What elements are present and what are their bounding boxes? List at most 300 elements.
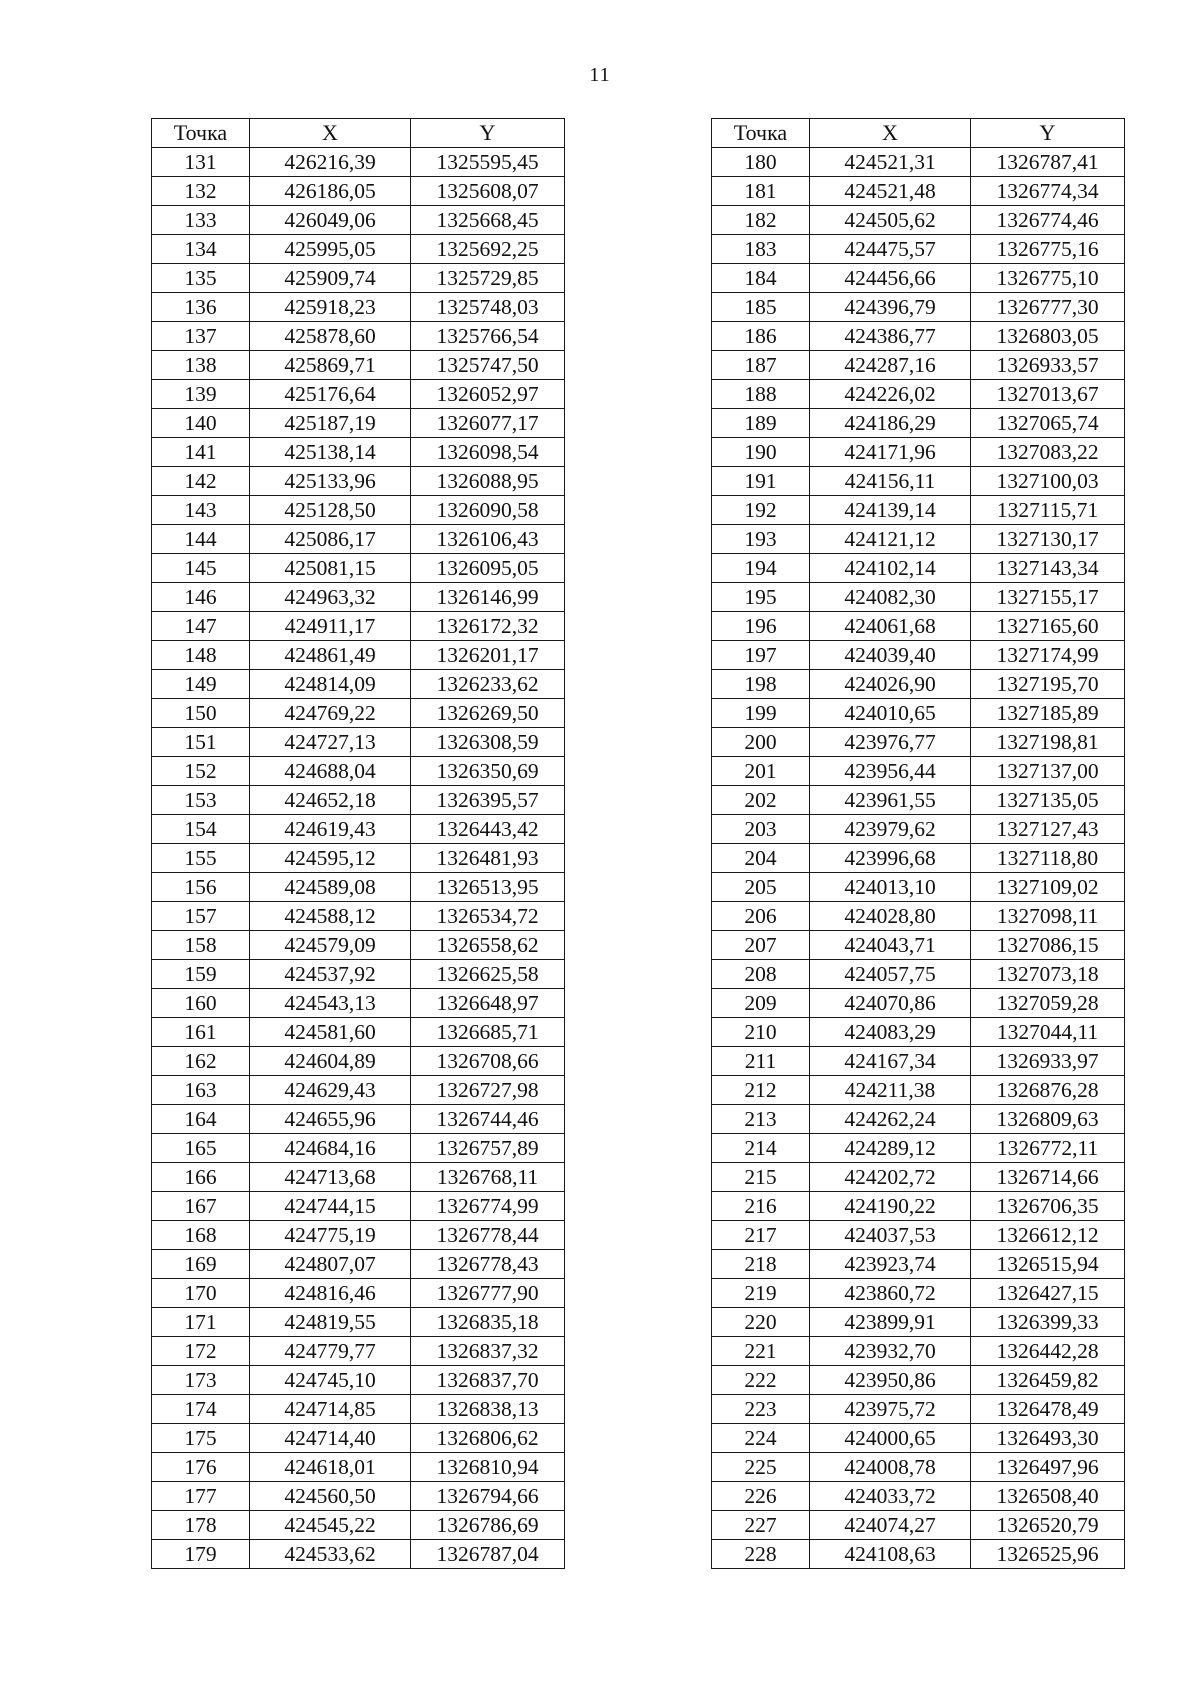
cell-y: 1327044,11	[971, 1018, 1125, 1047]
table-row	[712, 1511, 1125, 1540]
cell-x: 425128,50	[250, 496, 411, 525]
cell-x: 424655,96	[250, 1105, 411, 1134]
cell-x: 424043,71	[810, 931, 971, 960]
table-row	[712, 1018, 1125, 1047]
cell-point: 146	[152, 583, 250, 612]
cell-point: 145	[152, 554, 250, 583]
cell-y: 1326774,99	[411, 1192, 565, 1221]
cell-point: 154	[152, 815, 250, 844]
cell-x: 423932,70	[810, 1337, 971, 1366]
cell-y: 1326090,58	[411, 496, 565, 525]
cell-y: 1326525,96	[971, 1540, 1125, 1569]
header-point: Точка	[712, 119, 810, 148]
cell-y: 1326497,96	[971, 1453, 1125, 1482]
table-row	[152, 1308, 565, 1337]
cell-point: 199	[712, 699, 810, 728]
cell-y: 1326810,94	[411, 1453, 565, 1482]
header-x: X	[250, 119, 411, 148]
table-row	[152, 1018, 565, 1047]
cell-x: 424013,10	[810, 873, 971, 902]
cell-x: 424537,92	[250, 960, 411, 989]
cell-point: 210	[712, 1018, 810, 1047]
cell-x: 424156,11	[810, 467, 971, 496]
cell-point: 185	[712, 293, 810, 322]
cell-x: 424010,65	[810, 699, 971, 728]
cell-x: 424000,65	[810, 1424, 971, 1453]
cell-point: 150	[152, 699, 250, 728]
cell-y: 1326757,89	[411, 1134, 565, 1163]
table-row	[152, 1192, 565, 1221]
cell-x: 424588,12	[250, 902, 411, 931]
cell-x: 423956,44	[810, 757, 971, 786]
cell-point: 177	[152, 1482, 250, 1511]
cell-y: 1326727,98	[411, 1076, 565, 1105]
cell-point: 192	[712, 496, 810, 525]
cell-point: 216	[712, 1192, 810, 1221]
cell-y: 1326052,97	[411, 380, 565, 409]
cell-x: 424816,46	[250, 1279, 411, 1308]
table-row	[152, 1511, 565, 1540]
cell-point: 153	[152, 786, 250, 815]
cell-x: 425086,17	[250, 525, 411, 554]
table-row	[712, 1366, 1125, 1395]
table-row	[152, 1540, 565, 1569]
table-row	[152, 380, 565, 409]
table-row	[152, 438, 565, 467]
cell-x: 423899,91	[810, 1308, 971, 1337]
cell-point: 135	[152, 264, 250, 293]
cell-point: 144	[152, 525, 250, 554]
cell-y: 1326442,28	[971, 1337, 1125, 1366]
cell-point: 147	[152, 612, 250, 641]
cell-x: 425995,05	[250, 235, 411, 264]
cell-point: 180	[712, 148, 810, 177]
cell-x: 424287,16	[810, 351, 971, 380]
cell-point: 191	[712, 467, 810, 496]
cell-y: 1327174,99	[971, 641, 1125, 670]
cell-y: 1326837,70	[411, 1366, 565, 1395]
cell-y: 1326774,46	[971, 206, 1125, 235]
cell-point: 138	[152, 351, 250, 380]
cell-point: 170	[152, 1279, 250, 1308]
table-row	[152, 1134, 565, 1163]
cell-y: 1325595,45	[411, 148, 565, 177]
cell-y: 1326806,62	[411, 1424, 565, 1453]
table-row	[712, 1424, 1125, 1453]
cell-y: 1327059,28	[971, 989, 1125, 1018]
table-row	[152, 148, 565, 177]
table-row	[712, 1163, 1125, 1192]
table-row	[152, 670, 565, 699]
cell-y: 1326308,59	[411, 728, 565, 757]
table-row	[152, 1453, 565, 1482]
table-row	[712, 1482, 1125, 1511]
table-row	[152, 525, 565, 554]
table-row	[712, 351, 1125, 380]
cell-x: 424688,04	[250, 757, 411, 786]
cell-point: 200	[712, 728, 810, 757]
table-row	[152, 1279, 565, 1308]
cell-x: 424475,57	[810, 235, 971, 264]
table-row	[152, 206, 565, 235]
cell-y: 1327086,15	[971, 931, 1125, 960]
table-row	[152, 960, 565, 989]
table-row	[152, 1221, 565, 1250]
table-body	[712, 148, 1125, 1569]
cell-point: 148	[152, 641, 250, 670]
cell-point: 212	[712, 1076, 810, 1105]
cell-x: 424074,27	[810, 1511, 971, 1540]
cell-x: 424775,19	[250, 1221, 411, 1250]
cell-y: 1326493,30	[971, 1424, 1125, 1453]
cell-point: 213	[712, 1105, 810, 1134]
cell-y: 1327127,43	[971, 815, 1125, 844]
cell-point: 182	[712, 206, 810, 235]
cell-y: 1325668,45	[411, 206, 565, 235]
cell-point: 157	[152, 902, 250, 931]
cell-y: 1327073,18	[971, 960, 1125, 989]
table-row	[152, 177, 565, 206]
cell-x: 424121,12	[810, 525, 971, 554]
cell-point: 137	[152, 322, 250, 351]
cell-y: 1327100,03	[971, 467, 1125, 496]
cell-y: 1326077,17	[411, 409, 565, 438]
cell-point: 202	[712, 786, 810, 815]
cell-x: 424505,62	[810, 206, 971, 235]
cell-x: 424396,79	[810, 293, 971, 322]
cell-y: 1326513,95	[411, 873, 565, 902]
header-y: Y	[411, 119, 565, 148]
table-row	[152, 1395, 565, 1424]
cell-point: 176	[152, 1453, 250, 1482]
cell-point: 174	[152, 1395, 250, 1424]
cell-y: 1326648,97	[411, 989, 565, 1018]
cell-point: 134	[152, 235, 250, 264]
cell-point: 133	[152, 206, 250, 235]
cell-point: 195	[712, 583, 810, 612]
cell-x: 425909,74	[250, 264, 411, 293]
cell-point: 131	[152, 148, 250, 177]
cell-point: 217	[712, 1221, 810, 1250]
cell-point: 204	[712, 844, 810, 873]
cell-y: 1327130,17	[971, 525, 1125, 554]
cell-x: 424061,68	[810, 612, 971, 641]
cell-y: 1327195,70	[971, 670, 1125, 699]
cell-point: 219	[712, 1279, 810, 1308]
table-row	[152, 1076, 565, 1105]
cell-y: 1326350,69	[411, 757, 565, 786]
coordinates-table-left	[151, 118, 565, 1569]
table-row	[152, 467, 565, 496]
cell-y: 1326508,40	[971, 1482, 1125, 1511]
cell-y: 1326612,12	[971, 1221, 1125, 1250]
cell-point: 222	[712, 1366, 810, 1395]
cell-x: 424033,72	[810, 1482, 971, 1511]
table-row	[152, 235, 565, 264]
table-row	[712, 1453, 1125, 1482]
cell-x: 424521,31	[810, 148, 971, 177]
cell-y: 1326233,62	[411, 670, 565, 699]
table-row	[152, 1250, 565, 1279]
cell-y: 1326876,28	[971, 1076, 1125, 1105]
cell-x: 424543,13	[250, 989, 411, 1018]
cell-x: 424619,43	[250, 815, 411, 844]
cell-y: 1327065,74	[971, 409, 1125, 438]
table-row	[152, 641, 565, 670]
table-body	[152, 148, 565, 1569]
cell-x: 424039,40	[810, 641, 971, 670]
cell-point: 193	[712, 525, 810, 554]
table-row	[152, 612, 565, 641]
cell-x: 424545,22	[250, 1511, 411, 1540]
table-row	[712, 264, 1125, 293]
cell-y: 1326395,57	[411, 786, 565, 815]
cell-y: 1326777,30	[971, 293, 1125, 322]
cell-x: 425133,96	[250, 467, 411, 496]
table-row	[712, 235, 1125, 264]
cell-y: 1326534,72	[411, 902, 565, 931]
cell-x: 424083,29	[810, 1018, 971, 1047]
cell-x: 424070,86	[810, 989, 971, 1018]
cell-x: 424595,12	[250, 844, 411, 873]
table-row	[712, 293, 1125, 322]
cell-point: 194	[712, 554, 810, 583]
cell-y: 1326786,69	[411, 1511, 565, 1540]
cell-y: 1327198,81	[971, 728, 1125, 757]
cell-x: 425081,15	[250, 554, 411, 583]
cell-point: 181	[712, 177, 810, 206]
cell-x: 424629,43	[250, 1076, 411, 1105]
table-row	[712, 641, 1125, 670]
cell-x: 426216,39	[250, 148, 411, 177]
cell-x: 425869,71	[250, 351, 411, 380]
cell-x: 424861,49	[250, 641, 411, 670]
cell-y: 1325766,54	[411, 322, 565, 351]
cell-point: 214	[712, 1134, 810, 1163]
cell-y: 1326098,54	[411, 438, 565, 467]
cell-x: 424769,22	[250, 699, 411, 728]
table-row	[712, 612, 1125, 641]
cell-x: 424533,62	[250, 1540, 411, 1569]
table-row	[152, 786, 565, 815]
cell-y: 1327098,11	[971, 902, 1125, 931]
cell-x: 424744,15	[250, 1192, 411, 1221]
cell-x: 424262,24	[810, 1105, 971, 1134]
cell-y: 1325729,85	[411, 264, 565, 293]
table-header-row	[712, 119, 1125, 148]
cell-point: 196	[712, 612, 810, 641]
cell-y: 1326778,43	[411, 1250, 565, 1279]
cell-point: 141	[152, 438, 250, 467]
cell-y: 1326777,90	[411, 1279, 565, 1308]
cell-point: 184	[712, 264, 810, 293]
cell-x: 424579,09	[250, 931, 411, 960]
cell-x: 423976,77	[810, 728, 971, 757]
cell-y: 1326774,34	[971, 177, 1125, 206]
table-row	[152, 322, 565, 351]
cell-x: 424963,32	[250, 583, 411, 612]
cell-x: 423979,62	[810, 815, 971, 844]
table-row	[712, 931, 1125, 960]
table-row	[712, 1105, 1125, 1134]
cell-x: 426049,06	[250, 206, 411, 235]
table-row	[152, 554, 565, 583]
cell-point: 218	[712, 1250, 810, 1279]
cell-point: 225	[712, 1453, 810, 1482]
table-row	[712, 1134, 1125, 1163]
cell-x: 424779,77	[250, 1337, 411, 1366]
cell-x: 424911,17	[250, 612, 411, 641]
table-row	[152, 1366, 565, 1395]
cell-x: 424604,89	[250, 1047, 411, 1076]
cell-point: 152	[152, 757, 250, 786]
table-row	[712, 989, 1125, 1018]
cell-y: 1326146,99	[411, 583, 565, 612]
cell-y: 1326933,97	[971, 1047, 1125, 1076]
table-row	[712, 1047, 1125, 1076]
table-row	[712, 1540, 1125, 1569]
cell-point: 173	[152, 1366, 250, 1395]
cell-point: 215	[712, 1163, 810, 1192]
cell-point: 159	[152, 960, 250, 989]
cell-x: 424684,16	[250, 1134, 411, 1163]
table-row	[712, 1192, 1125, 1221]
cell-point: 206	[712, 902, 810, 931]
page-number: 11	[589, 64, 611, 86]
cell-point: 197	[712, 641, 810, 670]
cell-x: 424202,72	[810, 1163, 971, 1192]
cell-x: 424456,66	[810, 264, 971, 293]
cell-y: 1326685,71	[411, 1018, 565, 1047]
cell-y: 1326481,93	[411, 844, 565, 873]
cell-point: 186	[712, 322, 810, 351]
cell-point: 155	[152, 844, 250, 873]
table-row	[712, 728, 1125, 757]
table-row	[712, 206, 1125, 235]
cell-x: 424589,08	[250, 873, 411, 902]
cell-y: 1326933,57	[971, 351, 1125, 380]
cell-point: 139	[152, 380, 250, 409]
cell-point: 169	[152, 1250, 250, 1279]
cell-y: 1326838,13	[411, 1395, 565, 1424]
table-row	[712, 670, 1125, 699]
table-row	[712, 583, 1125, 612]
cell-y: 1326803,05	[971, 322, 1125, 351]
cell-y: 1325747,50	[411, 351, 565, 380]
header-point: Точка	[152, 119, 250, 148]
table-row	[712, 148, 1125, 177]
cell-x: 424289,12	[810, 1134, 971, 1163]
cell-y: 1326399,33	[971, 1308, 1125, 1337]
cell-x: 425138,14	[250, 438, 411, 467]
cell-x: 423996,68	[810, 844, 971, 873]
table-row	[712, 525, 1125, 554]
cell-y: 1325608,07	[411, 177, 565, 206]
cell-y: 1326775,16	[971, 235, 1125, 264]
cell-y: 1326459,82	[971, 1366, 1125, 1395]
cell-x: 423923,74	[810, 1250, 971, 1279]
cell-point: 179	[152, 1540, 250, 1569]
table-row	[152, 1163, 565, 1192]
cell-point: 207	[712, 931, 810, 960]
table-row	[152, 757, 565, 786]
table-row	[152, 699, 565, 728]
cell-y: 1327083,22	[971, 438, 1125, 467]
cell-x: 424167,34	[810, 1047, 971, 1076]
cell-x: 424057,75	[810, 960, 971, 989]
cell-x: 424713,68	[250, 1163, 411, 1192]
header-y: Y	[971, 119, 1125, 148]
cell-x: 424714,85	[250, 1395, 411, 1424]
cell-y: 1326427,15	[971, 1279, 1125, 1308]
table-row	[152, 409, 565, 438]
cell-point: 165	[152, 1134, 250, 1163]
table-row	[712, 757, 1125, 786]
cell-y: 1327135,05	[971, 786, 1125, 815]
table-row	[152, 293, 565, 322]
table-row	[152, 264, 565, 293]
table-row	[152, 815, 565, 844]
cell-x: 424082,30	[810, 583, 971, 612]
cell-x: 425187,19	[250, 409, 411, 438]
cell-y: 1326095,05	[411, 554, 565, 583]
cell-y: 1326625,58	[411, 960, 565, 989]
table-row	[712, 786, 1125, 815]
cell-x: 425918,23	[250, 293, 411, 322]
cell-point: 164	[152, 1105, 250, 1134]
cell-y: 1326794,66	[411, 1482, 565, 1511]
table-row	[712, 815, 1125, 844]
cell-x: 424521,48	[810, 177, 971, 206]
cell-point: 178	[152, 1511, 250, 1540]
cell-x: 424211,38	[810, 1076, 971, 1105]
cell-y: 1325692,25	[411, 235, 565, 264]
cell-y: 1326778,44	[411, 1221, 565, 1250]
cell-y: 1326835,18	[411, 1308, 565, 1337]
cell-x: 424186,29	[810, 409, 971, 438]
cell-point: 228	[712, 1540, 810, 1569]
cell-point: 175	[152, 1424, 250, 1453]
cell-y: 1326708,66	[411, 1047, 565, 1076]
cell-y: 1327137,00	[971, 757, 1125, 786]
cell-x: 423950,86	[810, 1366, 971, 1395]
cell-x: 426186,05	[250, 177, 411, 206]
cell-x: 424026,90	[810, 670, 971, 699]
cell-y: 1326269,50	[411, 699, 565, 728]
table-row	[152, 1337, 565, 1366]
table-row	[712, 496, 1125, 525]
table-row	[712, 960, 1125, 989]
cell-point: 190	[712, 438, 810, 467]
cell-point: 223	[712, 1395, 810, 1424]
cell-point: 189	[712, 409, 810, 438]
cell-point: 209	[712, 989, 810, 1018]
cell-point: 187	[712, 351, 810, 380]
table-row	[712, 1076, 1125, 1105]
table-row	[152, 844, 565, 873]
cell-point: 158	[152, 931, 250, 960]
table-row	[712, 1395, 1125, 1424]
cell-x: 424102,14	[810, 554, 971, 583]
table-row	[712, 1279, 1125, 1308]
cell-point: 198	[712, 670, 810, 699]
cell-y: 1326520,79	[971, 1511, 1125, 1540]
cell-x: 424226,02	[810, 380, 971, 409]
cell-y: 1326744,46	[411, 1105, 565, 1134]
table-row	[712, 177, 1125, 206]
cell-point: 224	[712, 1424, 810, 1453]
table-row	[152, 1424, 565, 1453]
